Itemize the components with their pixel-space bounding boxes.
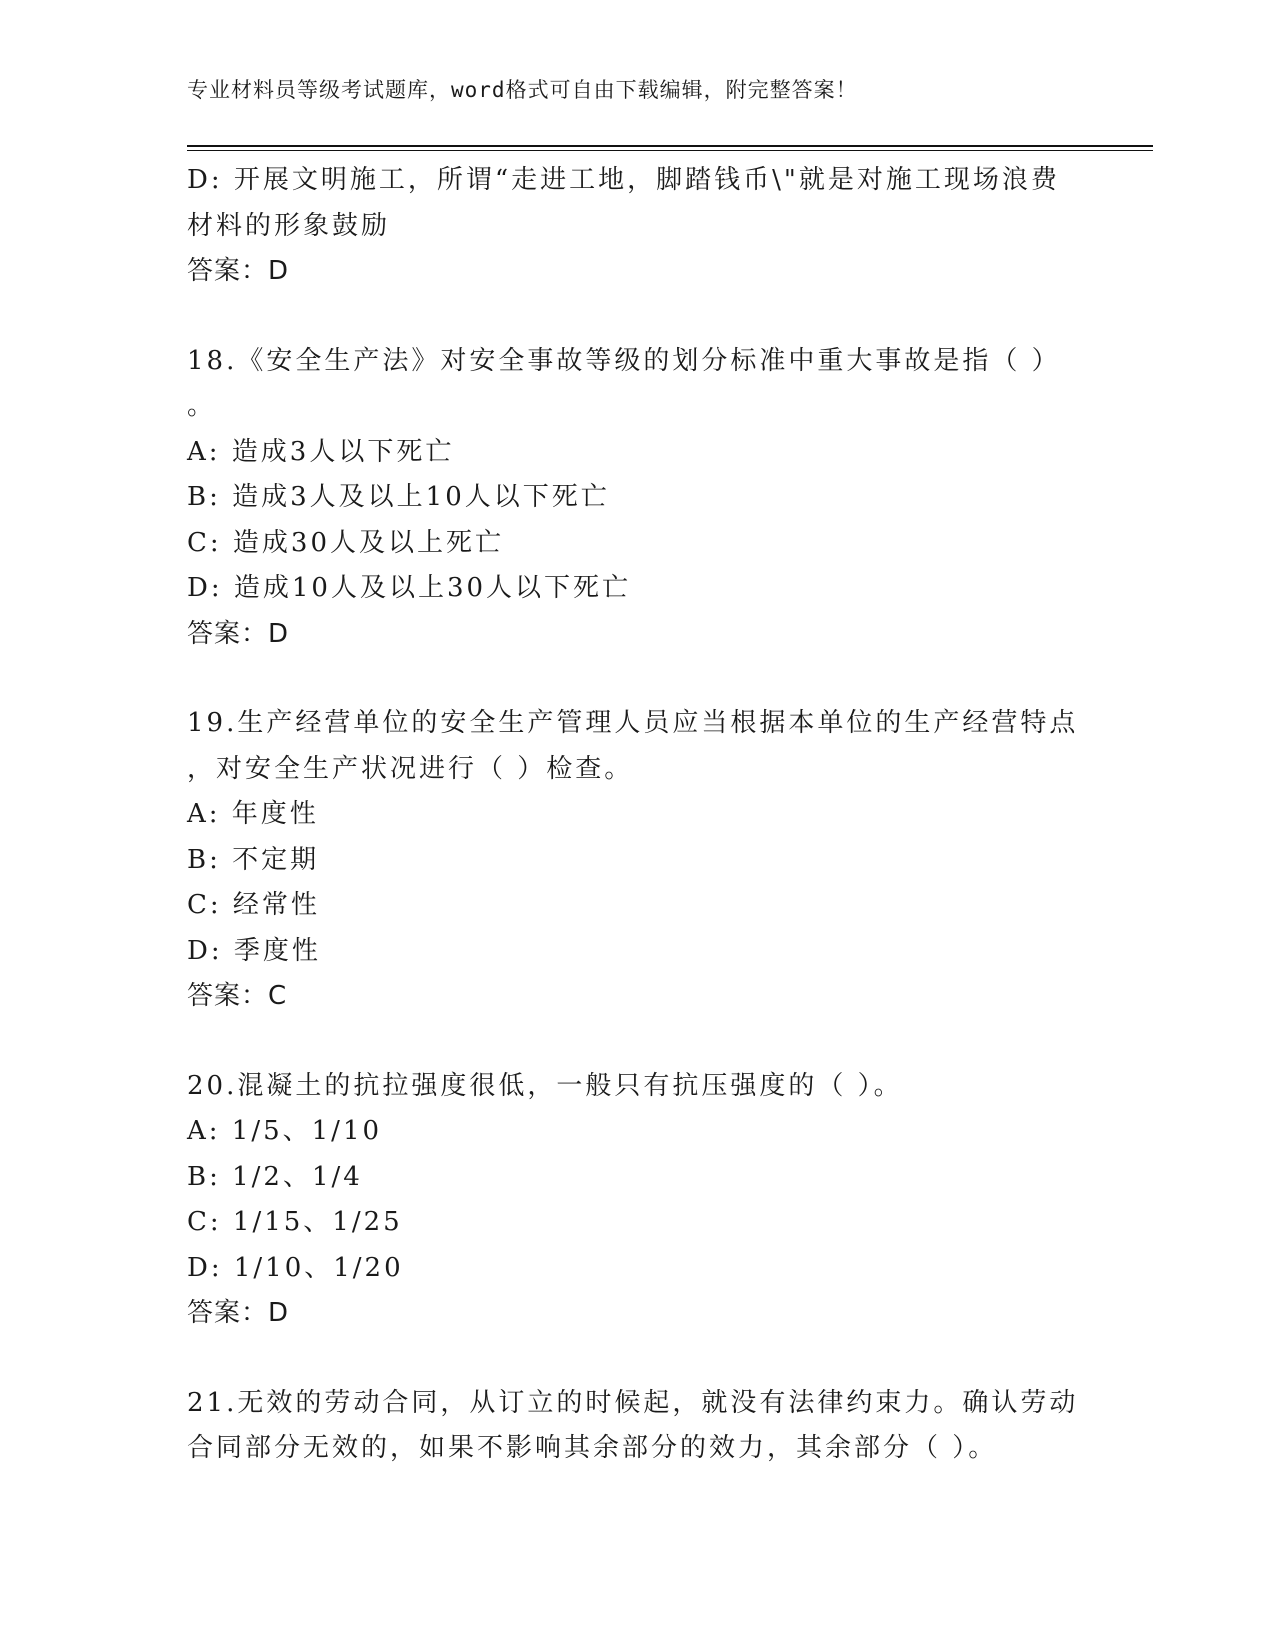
- question-stem-continued: 。: [187, 391, 217, 421]
- page-header: 专业材料员等级考试题库，word格式可自由下载编辑，附完整答案！: [187, 78, 858, 102]
- answer: 答案：D: [187, 256, 290, 286]
- option-b: B: 造成3人及以上10人以下死亡: [187, 482, 610, 512]
- option-b: B: 1/2、1/4: [187, 1161, 363, 1192]
- option-d: D: 季度性: [187, 935, 321, 966]
- answer: 答案：C: [187, 981, 288, 1011]
- question-stem-continued: 合同部分无效的，如果不影响其余部分的效力，其余部分（ ）。: [187, 1433, 998, 1463]
- option-c: C: 1/15、1/25: [187, 1207, 403, 1237]
- question-stem: 20.混凝土的抗拉强度很低，一般只有抗压强度的（ ）。: [187, 1070, 903, 1101]
- option-d-continued: 材料的形象鼓励: [187, 210, 391, 241]
- option-d: D: 造成10人及以上30人以下死亡: [187, 573, 632, 603]
- header-rule-thick: [187, 145, 1153, 147]
- option-c: C: 经常性: [187, 890, 320, 920]
- question-stem-continued: ，对安全生产状况进行（ ）检查。: [187, 753, 634, 784]
- question-19: [187, 701, 1087, 1020]
- document-body: [187, 158, 1087, 1472]
- header-rule-thin: [187, 150, 1153, 151]
- question-stem: 18.《安全生产法》对安全事故等级的划分标准中重大事故是指（ ）: [187, 345, 1061, 376]
- option-a: A: 年度性: [187, 799, 319, 829]
- question-stem: 21.无效的劳动合同，从订立的时候起，就没有法律约束力。确认劳动: [187, 1387, 1079, 1418]
- question-17-tail: [187, 158, 1087, 295]
- option-b: B: 不定期: [187, 844, 320, 875]
- option-a: A: 造成3人以下死亡: [187, 436, 455, 467]
- answer: 答案：D: [187, 1298, 290, 1328]
- question-stem: 19.生产经营单位的安全生产管理人员应当根据本单位的生产经营特点: [187, 708, 1079, 738]
- question-20: [187, 1064, 1087, 1337]
- question-18: [187, 339, 1087, 658]
- option-d: D: 1/10、1/20: [187, 1252, 404, 1283]
- question-21: [187, 1381, 1087, 1472]
- option-c: C: 造成30人及以上死亡: [187, 527, 505, 558]
- option-d: D: 开展文明施工，所谓“走进工地，脚踏钱币\"就是对施工现场浪费: [187, 165, 1060, 195]
- answer: 答案：D: [187, 618, 290, 649]
- option-a: A: 1/5、1/10: [187, 1116, 383, 1146]
